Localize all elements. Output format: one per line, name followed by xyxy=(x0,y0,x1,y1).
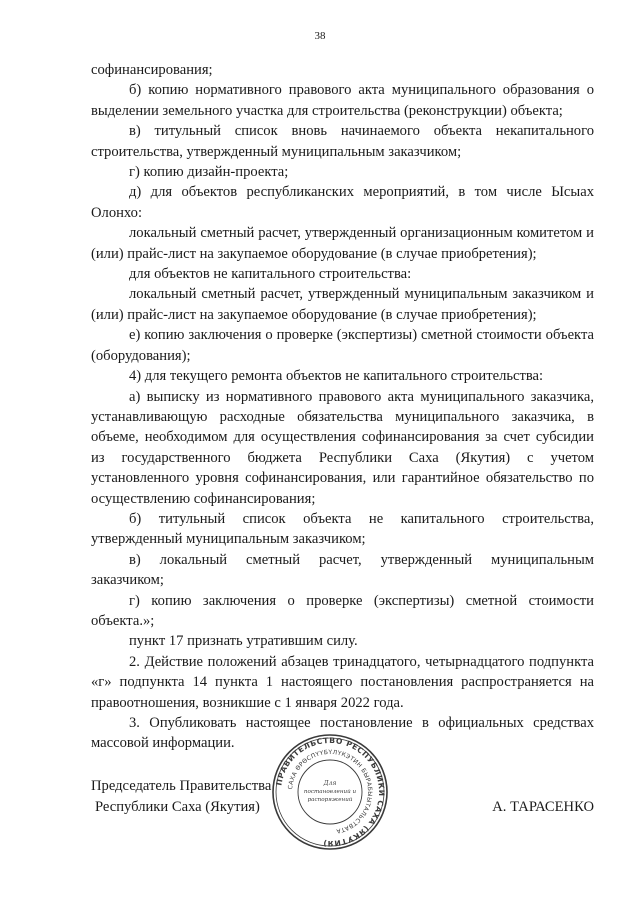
paragraph: б) титульный список объекта не капитального строительства, утвержденный муниципальным заказчиком; xyxy=(91,510,594,548)
paragraph: б) копию нормативного правового акта муниципального образования о выделении земельного участка для строительства (реконструкции) объекта; xyxy=(91,82,594,119)
paragraph: 4) для текущего ремонта объектов не капитального строительства: xyxy=(129,368,544,385)
signatory-title-line-1: Председатель Правительства xyxy=(91,778,272,794)
seal-center-line-2: постановлений и xyxy=(303,789,357,795)
document-body xyxy=(91,60,594,754)
paragraph: г) копию заключения о проверке (экспертизы) сметной стоимости объекта.»; xyxy=(91,592,594,629)
seal-center-line-3: распоряжений xyxy=(307,797,353,803)
paragraph: локальный сметный расчет, утвержденный муниципальным заказчиком и (или) прайс-лист на закупаемое оборудование (в случае приобретения); xyxy=(91,286,594,323)
signature-block xyxy=(91,776,594,836)
paragraph: д) для объектов республиканских мероприятий, в том числе Ысыах Олонхо: xyxy=(91,184,594,221)
seal-inner-text: САХА ӨРӨСПҮҮБҮЛҮКЭТИН БЫРАБЫЫТАЛЬСТВАТА xyxy=(287,748,374,835)
paragraph: 3. Опубликовать настоящее постановление в официальных средствах массовой информации. xyxy=(91,715,594,752)
paragraph: локальный сметный расчет, утвержденный организационным комитетом и (или) прайс-лист на закупаемое оборудование (в случае приобретения); xyxy=(91,225,594,262)
paragraph: 2. Действие положений абзацев тринадцатого, четырнадцатого подпункта «г» подпункта 14 пункта 1 настоящего постановления распространяется на правоотношения, возникшие с 1 января 2022 года. xyxy=(91,653,594,711)
paragraph: г) копию дизайн-проекта; xyxy=(129,164,289,181)
signatory-title-line-2: Республики Саха (Якутия) xyxy=(95,799,260,815)
seal-outer-text: ПРАВИТЕЛЬСТВО РЕСПУБЛИКИ САХА (ЯКУТИЯ) xyxy=(274,735,387,849)
paragraph: пункт 17 признать утратившим силу. xyxy=(129,633,358,650)
signatory-name: А. ТАРАСЕНКО xyxy=(492,799,594,815)
paragraph: софинансирования; xyxy=(91,62,213,78)
paragraph: е) копию заключения о проверке (экспертизы) сметной стоимости объекта (оборудования); xyxy=(91,327,594,364)
paragraph: в) титульный список вновь начинаемого объекта некапитального строительства, утвержденный муниципальным заказчиком; xyxy=(91,123,594,160)
seal-center-line-1: Для xyxy=(323,780,337,787)
paragraph: в) локальный сметный расчет, утвержденный муниципальным заказчиком; xyxy=(91,551,594,589)
page-number: 38 xyxy=(314,30,326,42)
paragraph: а) выписку из нормативного правового акта муниципального заказчика, устанавливающую расходные обязательства муниципального заказчика, в объеме, необходимом для осуществления софинансирования за счет субсидии из государственного бюджета Республики Саха (Якутия) с учетом установленного уровня софинансирования, или гарантийное обязательство по осуществлению софинансирования; xyxy=(91,388,594,507)
paragraph: для объектов не капитального строительства: xyxy=(129,266,412,283)
